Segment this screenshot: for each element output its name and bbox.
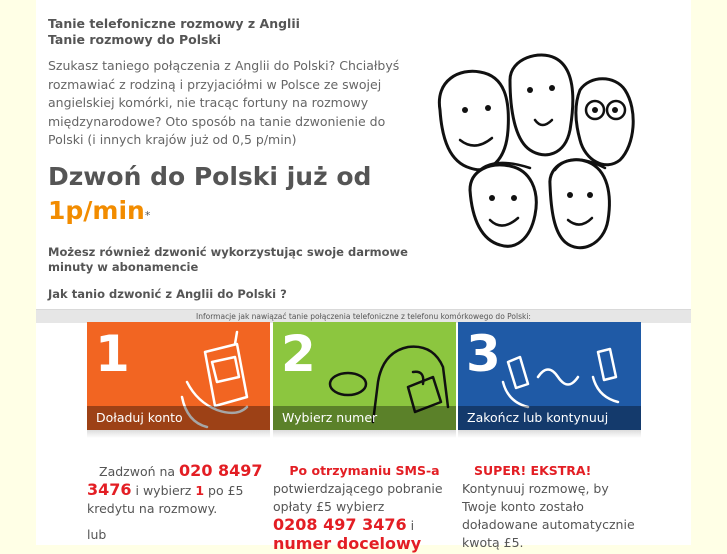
step-3-finish[interactable] [458, 322, 641, 430]
col1-mid: i wybierz [131, 483, 196, 498]
col2-and: i [406, 518, 415, 533]
step-1-top-up[interactable] [87, 322, 270, 430]
step-1-caption: Doładuj konto [87, 406, 270, 430]
heading-line-1: Tanie telefoniczne rozmowy z Anglii [48, 16, 300, 31]
col1-or: lub [87, 527, 107, 542]
intro-paragraph: Szukasz taniego połączenia z Anglii do Polski? Chciałbyś rozmawiać z rodziną i przyjaciółmi w Polsce ze swojej angielskiej komórki, nie tracąc fortuny na rozmowy międzynarodowe? Oto sposób na tanie dzwonienie do Polski (i innych krajów już od 0,5 p/min) [48, 58, 400, 147]
col2-phone[interactable]: 0208 497 3476 [273, 515, 407, 534]
col2-title: Po otrzymaniu SMS-a [289, 463, 440, 478]
headline [48, 160, 371, 233]
col1-phone[interactable]: 020 8497 3476 [87, 461, 263, 499]
right-margin [691, 0, 727, 545]
step-1-shadow [87, 430, 270, 438]
headline-star: * [144, 209, 151, 222]
headline-price: 1p/min [48, 196, 145, 225]
col1-pre: Zadzwoń na [99, 464, 180, 479]
col3-text: Kontynuuj rozmowę, by Twoje konto zostało doładowane automatycznie kwotą £5. [462, 481, 635, 550]
people-faces-illustration [430, 50, 652, 272]
info-bar: Informacje jak nawiązać tanie połączenia telefoniczne z telefonu komórkowego do Polski: [36, 309, 691, 323]
page-heading [48, 16, 300, 48]
step-1-number: 1 [95, 325, 130, 383]
col2-text: potwierdzającego pobranie opłaty £5 wybierz [273, 481, 443, 514]
col1-digit: 1 [195, 483, 205, 498]
headline-text: Dzwoń do Polski już od [48, 162, 372, 191]
col2-target: numer docelowy [273, 534, 422, 553]
step-3-shadow [458, 430, 641, 438]
free-minutes-note: Możesz również dzwonić wykorzystując swoje darmowe minuty w abonamencie [48, 245, 408, 274]
col3-title: SUPER! EKSTRA! [474, 463, 592, 478]
heading-line-2: Tanie rozmowy do Polski [48, 32, 222, 47]
step-2-dial[interactable] [273, 322, 456, 430]
step-2-description [273, 462, 456, 554]
step-2-number: 2 [281, 325, 316, 383]
step-2-caption: Wybierz numer [273, 406, 456, 430]
step-3-number: 3 [466, 325, 501, 383]
step-2-shadow [273, 430, 456, 438]
step-3-caption: Zakończ lub kontynuuj [458, 406, 641, 430]
step-1-description [87, 462, 272, 544]
col1-post: po £5 kredytu na rozmowy. [87, 483, 244, 516]
step-3-description [462, 462, 642, 552]
how-to-link[interactable]: Jak tanio dzwonić z Anglii do Polski ? [48, 287, 287, 301]
left-margin [0, 0, 36, 545]
